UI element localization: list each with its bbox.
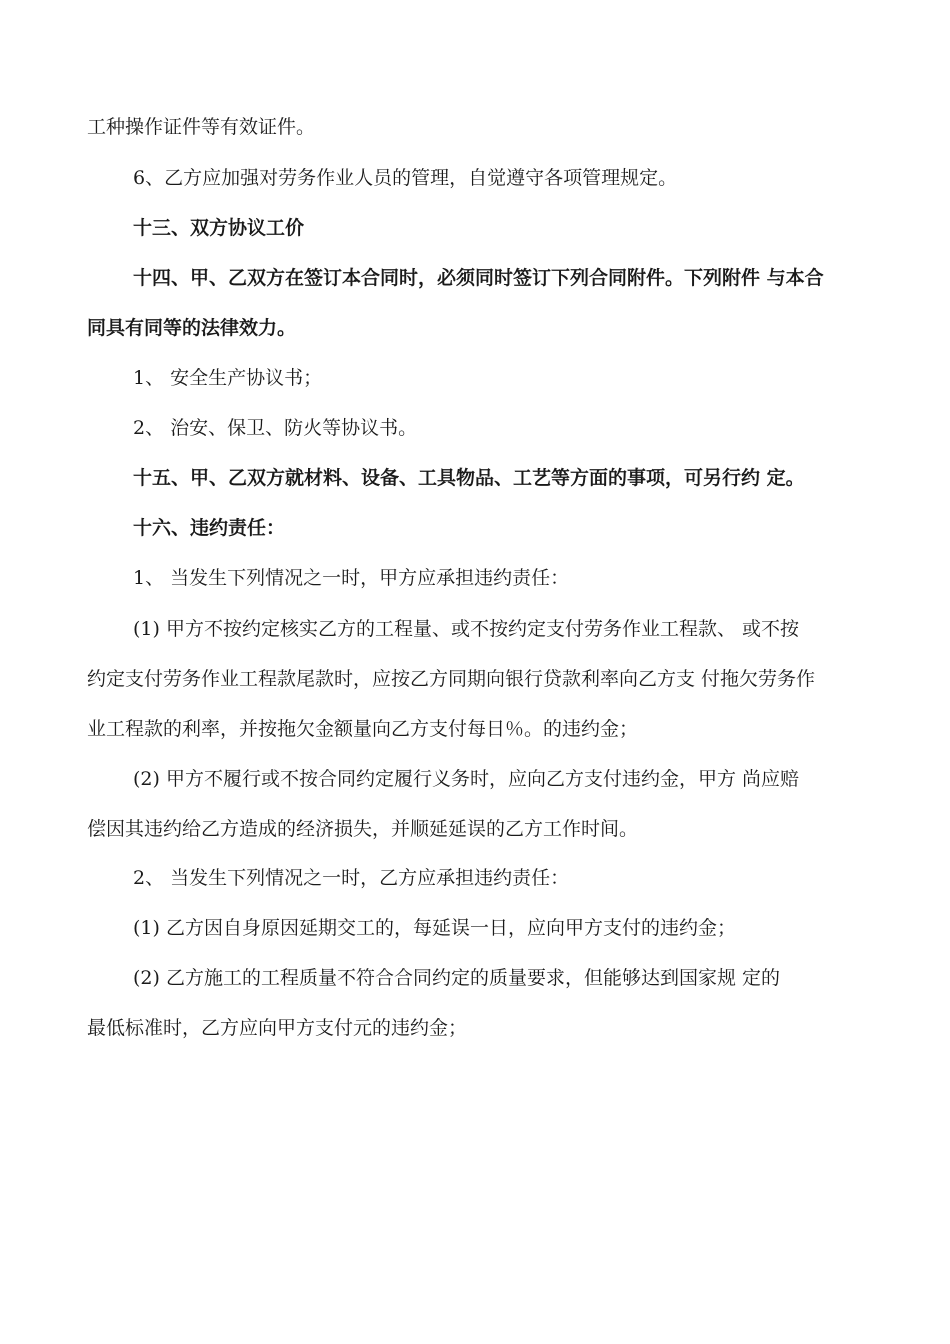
- attachment-item-2: 2、 治安、保卫、防火等协议书。: [133, 417, 418, 439]
- section-heading-16: 十六、违约责任：: [133, 517, 286, 539]
- attachment-item-1: 1、 安全生产协议书；: [133, 367, 323, 389]
- section-heading-15: 十五、甲、乙双方就材料、设备、工具物品、工艺等方面的事项，可另行约 定。: [133, 467, 805, 489]
- liability-sub-item-1-2: (2) 甲方不履行或不按合同约定履行义务时，应向乙方支付违约金，甲方 尚应赔: [133, 768, 799, 790]
- clause-item-6: 6、乙方应加强对劳务作业人员的管理，自觉遵守各项管理规定。: [133, 167, 678, 189]
- section-heading-14-cont: 同具有同等的法律效力。: [87, 317, 297, 339]
- liability-item-1: 1、 当发生下列情况之一时，甲方应承担违约责任：: [133, 567, 570, 589]
- liability-sub-item-2-1: (1) 乙方因自身原因延期交工的，每延误一日，应向甲方支付的违约金；: [133, 917, 736, 939]
- text-line-continuation: 工种操作证件等有效证件。: [87, 116, 316, 138]
- liability-sub-item-1-1-cont2: 业工程款的利率，并按拖欠金额量向乙方支付每日％。的违约金；: [87, 718, 639, 740]
- liability-sub-item-1-2-cont: 偿因其违约给乙方造成的经济损失，并顺延延误的乙方工作时间。: [87, 818, 639, 840]
- liability-sub-item-1-1: (1) 甲方不按约定核实乙方的工程量、或不按约定支付劳务作业工程款、 或不按: [133, 618, 799, 640]
- section-heading-14: 十四、甲、乙双方在签订本合同时，必须同时签订下列合同附件。下列附件 与本合: [133, 267, 824, 289]
- liability-item-2: 2、 当发生下列情况之一时，乙方应承担违约责任：: [133, 867, 570, 889]
- liability-sub-item-2-2: (2) 乙方施工的工程质量不符合合同约定的质量要求，但能够达到国家规 定的: [133, 967, 780, 989]
- liability-sub-item-1-1-cont: 约定支付劳务作业工程款尾款时，应按乙方同期向银行贷款利率向乙方支 付拖欠劳务作: [87, 668, 816, 690]
- liability-sub-item-2-2-cont: 最低标准时，乙方应向甲方支付元的违约金；: [87, 1017, 468, 1039]
- section-heading-13: 十三、双方协议工价: [133, 217, 305, 239]
